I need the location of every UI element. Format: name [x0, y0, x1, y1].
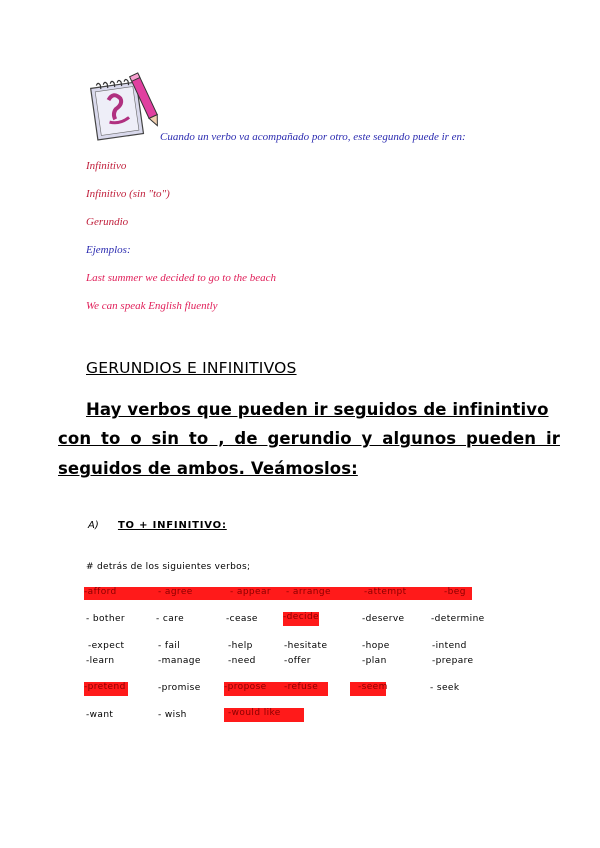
- verb-need: -need: [228, 656, 256, 666]
- paragraph-line-1: Hay verbos que pueden ir seguidos de infinintivo: [86, 400, 549, 419]
- verb-would-like: -would like: [224, 708, 304, 722]
- notepad-pencil-icon: [88, 70, 160, 142]
- verb-fail: - fail: [158, 641, 181, 651]
- verb-intend: -intend: [432, 641, 467, 651]
- intro-sentence: Cuando un verbo va acompañado por otro, este segundo puede ir en:: [160, 131, 466, 143]
- examples-label: Ejemplos:: [86, 244, 131, 256]
- section-a-heading: [88, 520, 227, 531]
- verb-beg: -beg: [428, 587, 472, 600]
- verb-wish: - wish: [158, 710, 187, 720]
- verb-propose: -propose: [224, 682, 282, 696]
- verb-expect: -expect: [88, 641, 125, 651]
- verb-hesitate: -hesitate: [284, 641, 328, 651]
- verb-bother: - bother: [86, 614, 125, 624]
- verb-hope: -hope: [362, 641, 390, 651]
- intro-item-infinitivo-sin-to: Infinitivo (sin "to"): [86, 188, 170, 200]
- verb-seek: - seek: [430, 683, 460, 693]
- verb-arrange: - arrange: [282, 587, 358, 600]
- verbs-note: # detrás de los siguientes verbos;: [86, 562, 251, 572]
- verb-promise: -promise: [158, 683, 201, 693]
- paragraph-line-2: con to o sin to , de gerundio y algunos pueden ir: [58, 429, 560, 448]
- verb-want: -want: [86, 710, 114, 720]
- verb-determine: -determine: [431, 614, 485, 624]
- example-2: We can speak English fluently: [86, 300, 218, 312]
- verb-help: -help: [228, 641, 253, 651]
- verb-agree: - agree: [154, 587, 224, 600]
- verb-appear: - appear: [224, 587, 282, 600]
- paragraph-line-3: seguidos de ambos. Veámoslos:: [58, 459, 358, 478]
- verb-refuse: -refuse: [282, 682, 328, 696]
- verb-afford: -afford: [84, 587, 154, 600]
- verb-manage: -manage: [158, 656, 201, 666]
- verb-seem: -seem: [350, 682, 386, 696]
- example-1: Last summer we decided to go to the beach: [86, 272, 277, 284]
- verb-deserve: -deserve: [362, 614, 405, 624]
- verb-offer: -offer: [284, 656, 311, 666]
- intro-item-infinitivo: Infinitivo: [86, 160, 127, 172]
- verb-attempt: -attempt: [358, 587, 428, 600]
- page-heading: GERUNDIOS E INFINITIVOS: [86, 359, 297, 377]
- section-letter: A): [88, 520, 99, 531]
- verb-plan: -plan: [362, 656, 387, 666]
- verb-decide: -decide: [283, 612, 319, 626]
- verb-prepare: -prepare: [432, 656, 474, 666]
- section-title: TO + INFINITIVO:: [117, 520, 227, 531]
- verb-learn: -learn: [86, 656, 115, 666]
- verb-care: - care: [156, 614, 185, 624]
- verb-pretend: -pretend: [84, 682, 128, 696]
- intro-item-gerundio: Gerundio: [86, 216, 129, 228]
- verb-cease: -cease: [226, 614, 258, 624]
